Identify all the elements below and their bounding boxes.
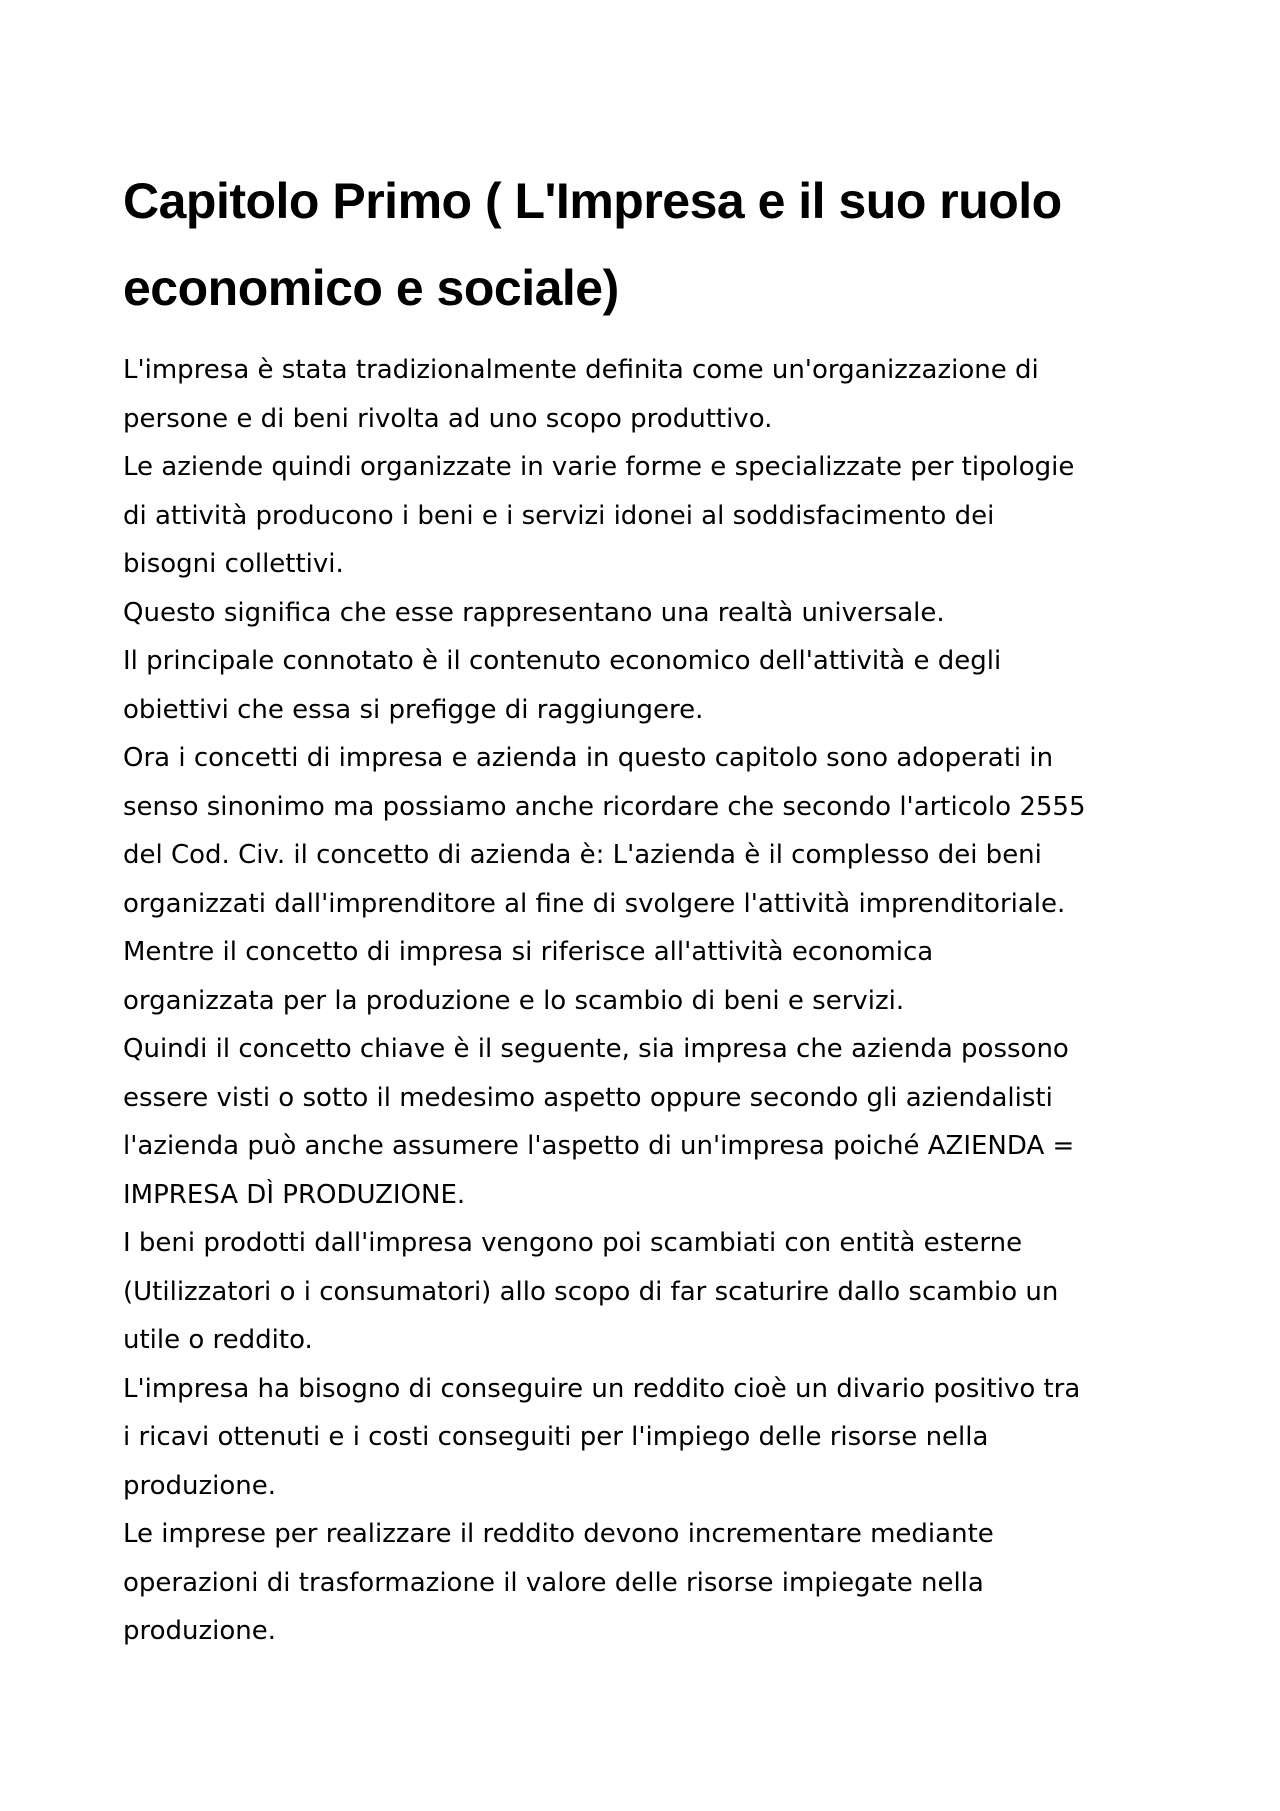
document-page	[123, 158, 1173, 1656]
body-line: i ricavi ottenuti e i costi conseguiti per l'impiego delle risorse nella	[123, 1422, 989, 1452]
body-line: L'impresa è stata tradizionalmente definita come un'organizzazione di	[123, 355, 1039, 385]
body-line: Le imprese per realizzare il reddito devono incrementare mediante	[123, 1519, 994, 1549]
body-line: Quindi il concetto chiave è il seguente, sia impresa che azienda possono	[123, 1034, 1069, 1064]
body-line: Il principale connotato è il contenuto economico dell'attività e degli	[123, 646, 1002, 676]
body-line: L'impresa ha bisogno di conseguire un reddito cioè un divario positivo tra	[123, 1373, 1081, 1404]
body-line: del Cod. Civ. il concetto di azienda è: L'azienda è il complesso dei beni	[123, 840, 1042, 870]
body-line: Le aziende quindi organizzate in varie forme e specializzate per tipologie	[123, 452, 1075, 482]
body-line: IMPRESA DÌ PRODUZIONE.	[123, 1179, 466, 1210]
body-line: Mentre il concetto di impresa si riferisce all'attività economica	[123, 937, 934, 967]
title-line: economico e sociale)	[123, 260, 619, 316]
title-line: Capitolo Primo ( L'Impresa e il suo ruolo	[123, 173, 1062, 229]
body-line: l'azienda può anche assumere l'aspetto di un'impresa poiché AZIENDA =	[123, 1131, 1075, 1161]
body-line: senso sinonimo ma possiamo anche ricordare che secondo l'articolo 2555	[123, 791, 1086, 822]
body-line: produzione.	[123, 1470, 277, 1501]
body-line: obiettivi che essa si prefigge di raggiungere.	[123, 694, 704, 725]
body-line: utile o reddito.	[123, 1325, 313, 1355]
body-line: bisogni collettivi.	[123, 549, 344, 579]
document-title	[123, 158, 1173, 332]
body-line: produzione.	[123, 1616, 277, 1646]
body-line: persone e di beni rivolta ad uno scopo produttivo.	[123, 403, 773, 434]
body-line: organizzata per la produzione e lo scambio di beni e servizi.	[123, 985, 905, 1016]
body-line: di attività producono i beni e i servizi idonei al soddisfacimento dei	[123, 500, 995, 531]
body-line: (Utilizzatori o i consumatori) allo scopo di far scaturire dallo scambio un	[123, 1276, 1059, 1307]
document-body	[123, 346, 1173, 1656]
body-line: Ora i concetti di impresa e azienda in questo capitolo sono adoperati in	[123, 743, 1054, 773]
body-line: operazioni di trasformazione il valore delle risorse impiegate nella	[123, 1567, 984, 1598]
body-line: I beni prodotti dall'impresa vengono poi scambiati con entità esterne	[123, 1228, 1023, 1258]
body-line: essere visti o sotto il medesimo aspetto oppure secondo gli aziendalisti	[123, 1082, 1053, 1113]
body-line: Questo significa che esse rappresentano una realtà universale.	[123, 597, 945, 628]
body-line: organizzati dall'imprenditore al fine di svolgere l'attività imprenditoriale.	[123, 888, 1066, 919]
